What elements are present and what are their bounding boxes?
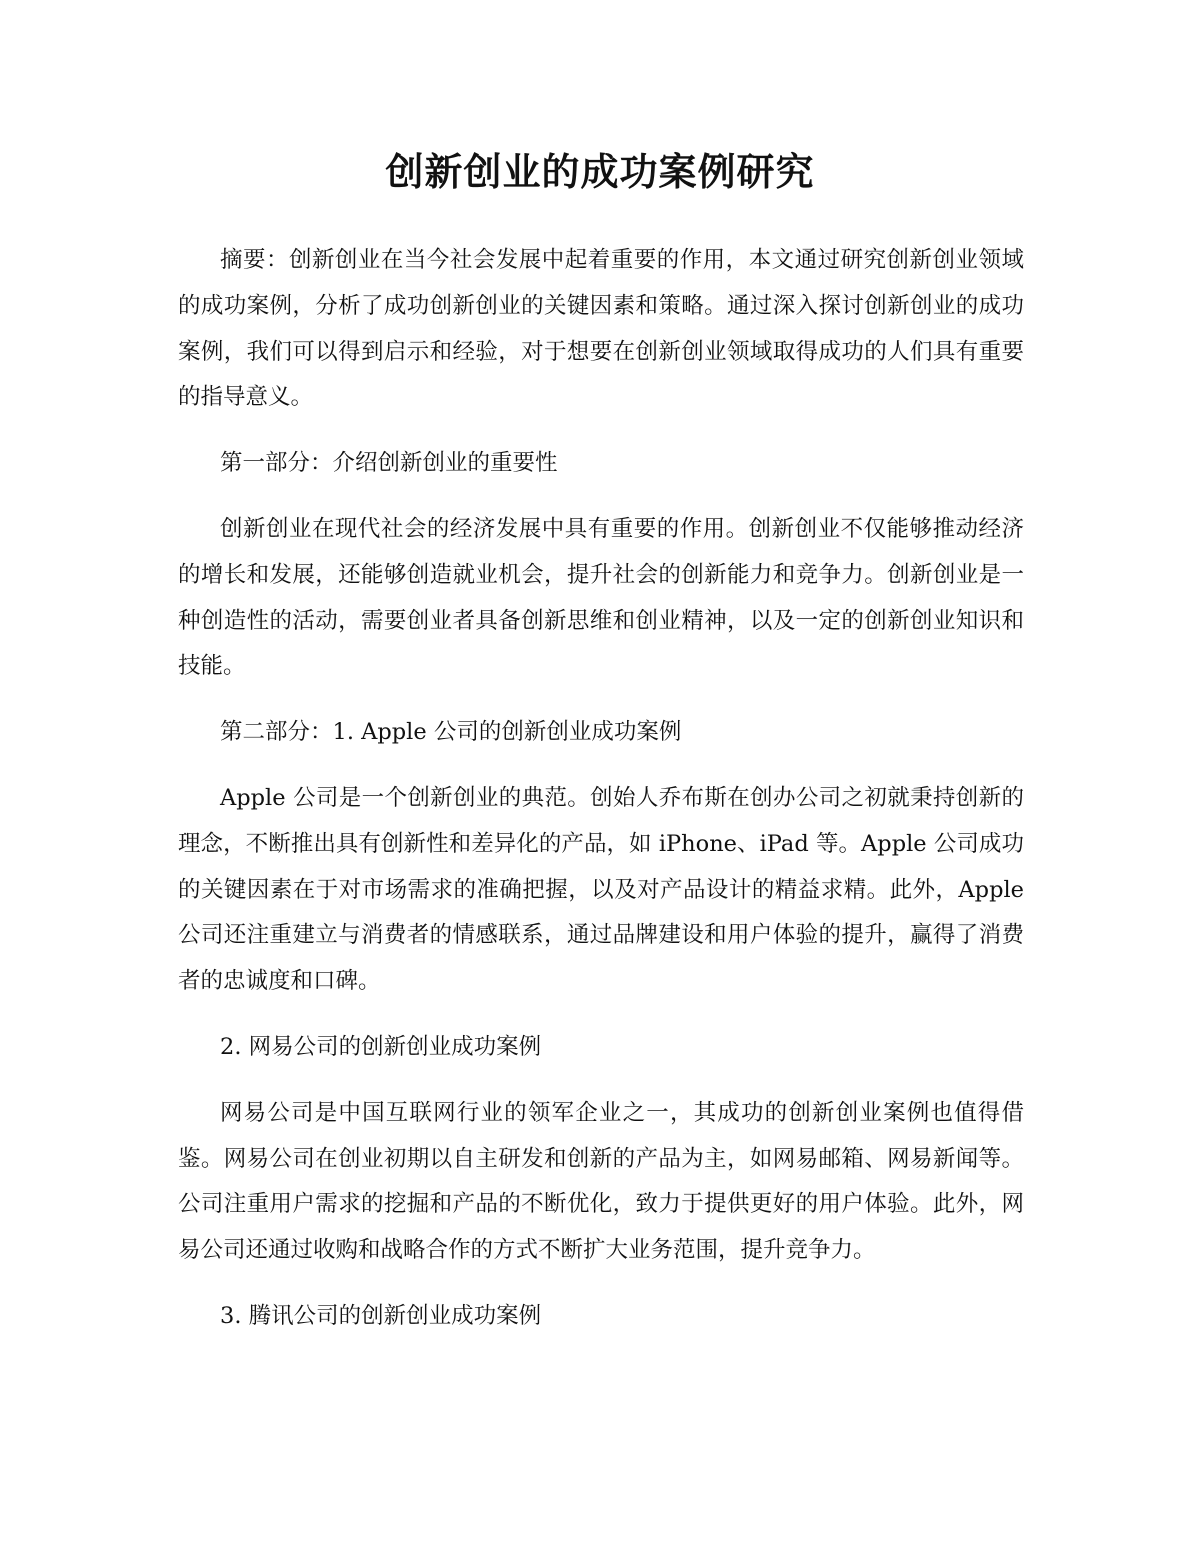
part1-heading: 第一部分：介绍创新创业的重要性 <box>220 450 558 477</box>
tencent-heading: 3. 腾讯公司的创新创业成功案例 <box>220 1302 542 1329</box>
part1-paragraph: 创新创业在现代社会的经济发展中具有重要的作用。创新创业不仅能够推动经济的增长和发展，还能够创造就业机会，提升社会的创新能力和竞争力。创新创业是一种创造性的活动，需要创业者具备创新思维和创业精神，以及一定的创新创业知识和技能。 <box>178 515 1024 680</box>
page-title: 创新创业的成功案例研究 <box>385 150 815 194</box>
netease-paragraph: 网易公司是中国互联网行业的领军企业之一，其成功的创新创业案例也值得借鉴。网易公司在创业初期以自主研发和创新的产品为主，如网易邮箱、网易新闻等。公司注重用户需求的挖掘和产品的不断优化，致力于提供更好的用户体验。此外，网易公司还通过收购和战略合作的方式不断扩大业务范围，提升竞争力。 <box>178 1099 1024 1264</box>
apple-paragraph: Apple 公司是一个创新创业的典范。创始人乔布斯在创办公司之初就秉持创新的理念，不断推出具有创新性和差异化的产品，如 iPhone、iPad 等。Apple 公司成功的关键因素在于对市场需求的准确把握，以及对产品设计的精益求精。此外，Apple 公司还注重建立与消费者的情感联系，通过品牌建设和用户体验的提升，赢得了消费者的忠诚度和口碑。 <box>178 784 1024 995</box>
abstract-paragraph: 摘要：创新创业在当今社会发展中起着重要的作用，本文通过研究创新创业领域的成功案例，分析了成功创新创业的关键因素和策略。通过深入探讨创新创业的成功案例，我们可以得到启示和经验，对于想要在创新创业领域取得成功的人们具有重要的指导意义。 <box>178 247 1024 411</box>
part2-heading: 第二部分：1. Apple 公司的创新创业成功案例 <box>220 719 682 746</box>
document-body <box>178 238 1024 1360</box>
netease-heading: 2. 网易公司的创新创业成功案例 <box>220 1033 542 1060</box>
